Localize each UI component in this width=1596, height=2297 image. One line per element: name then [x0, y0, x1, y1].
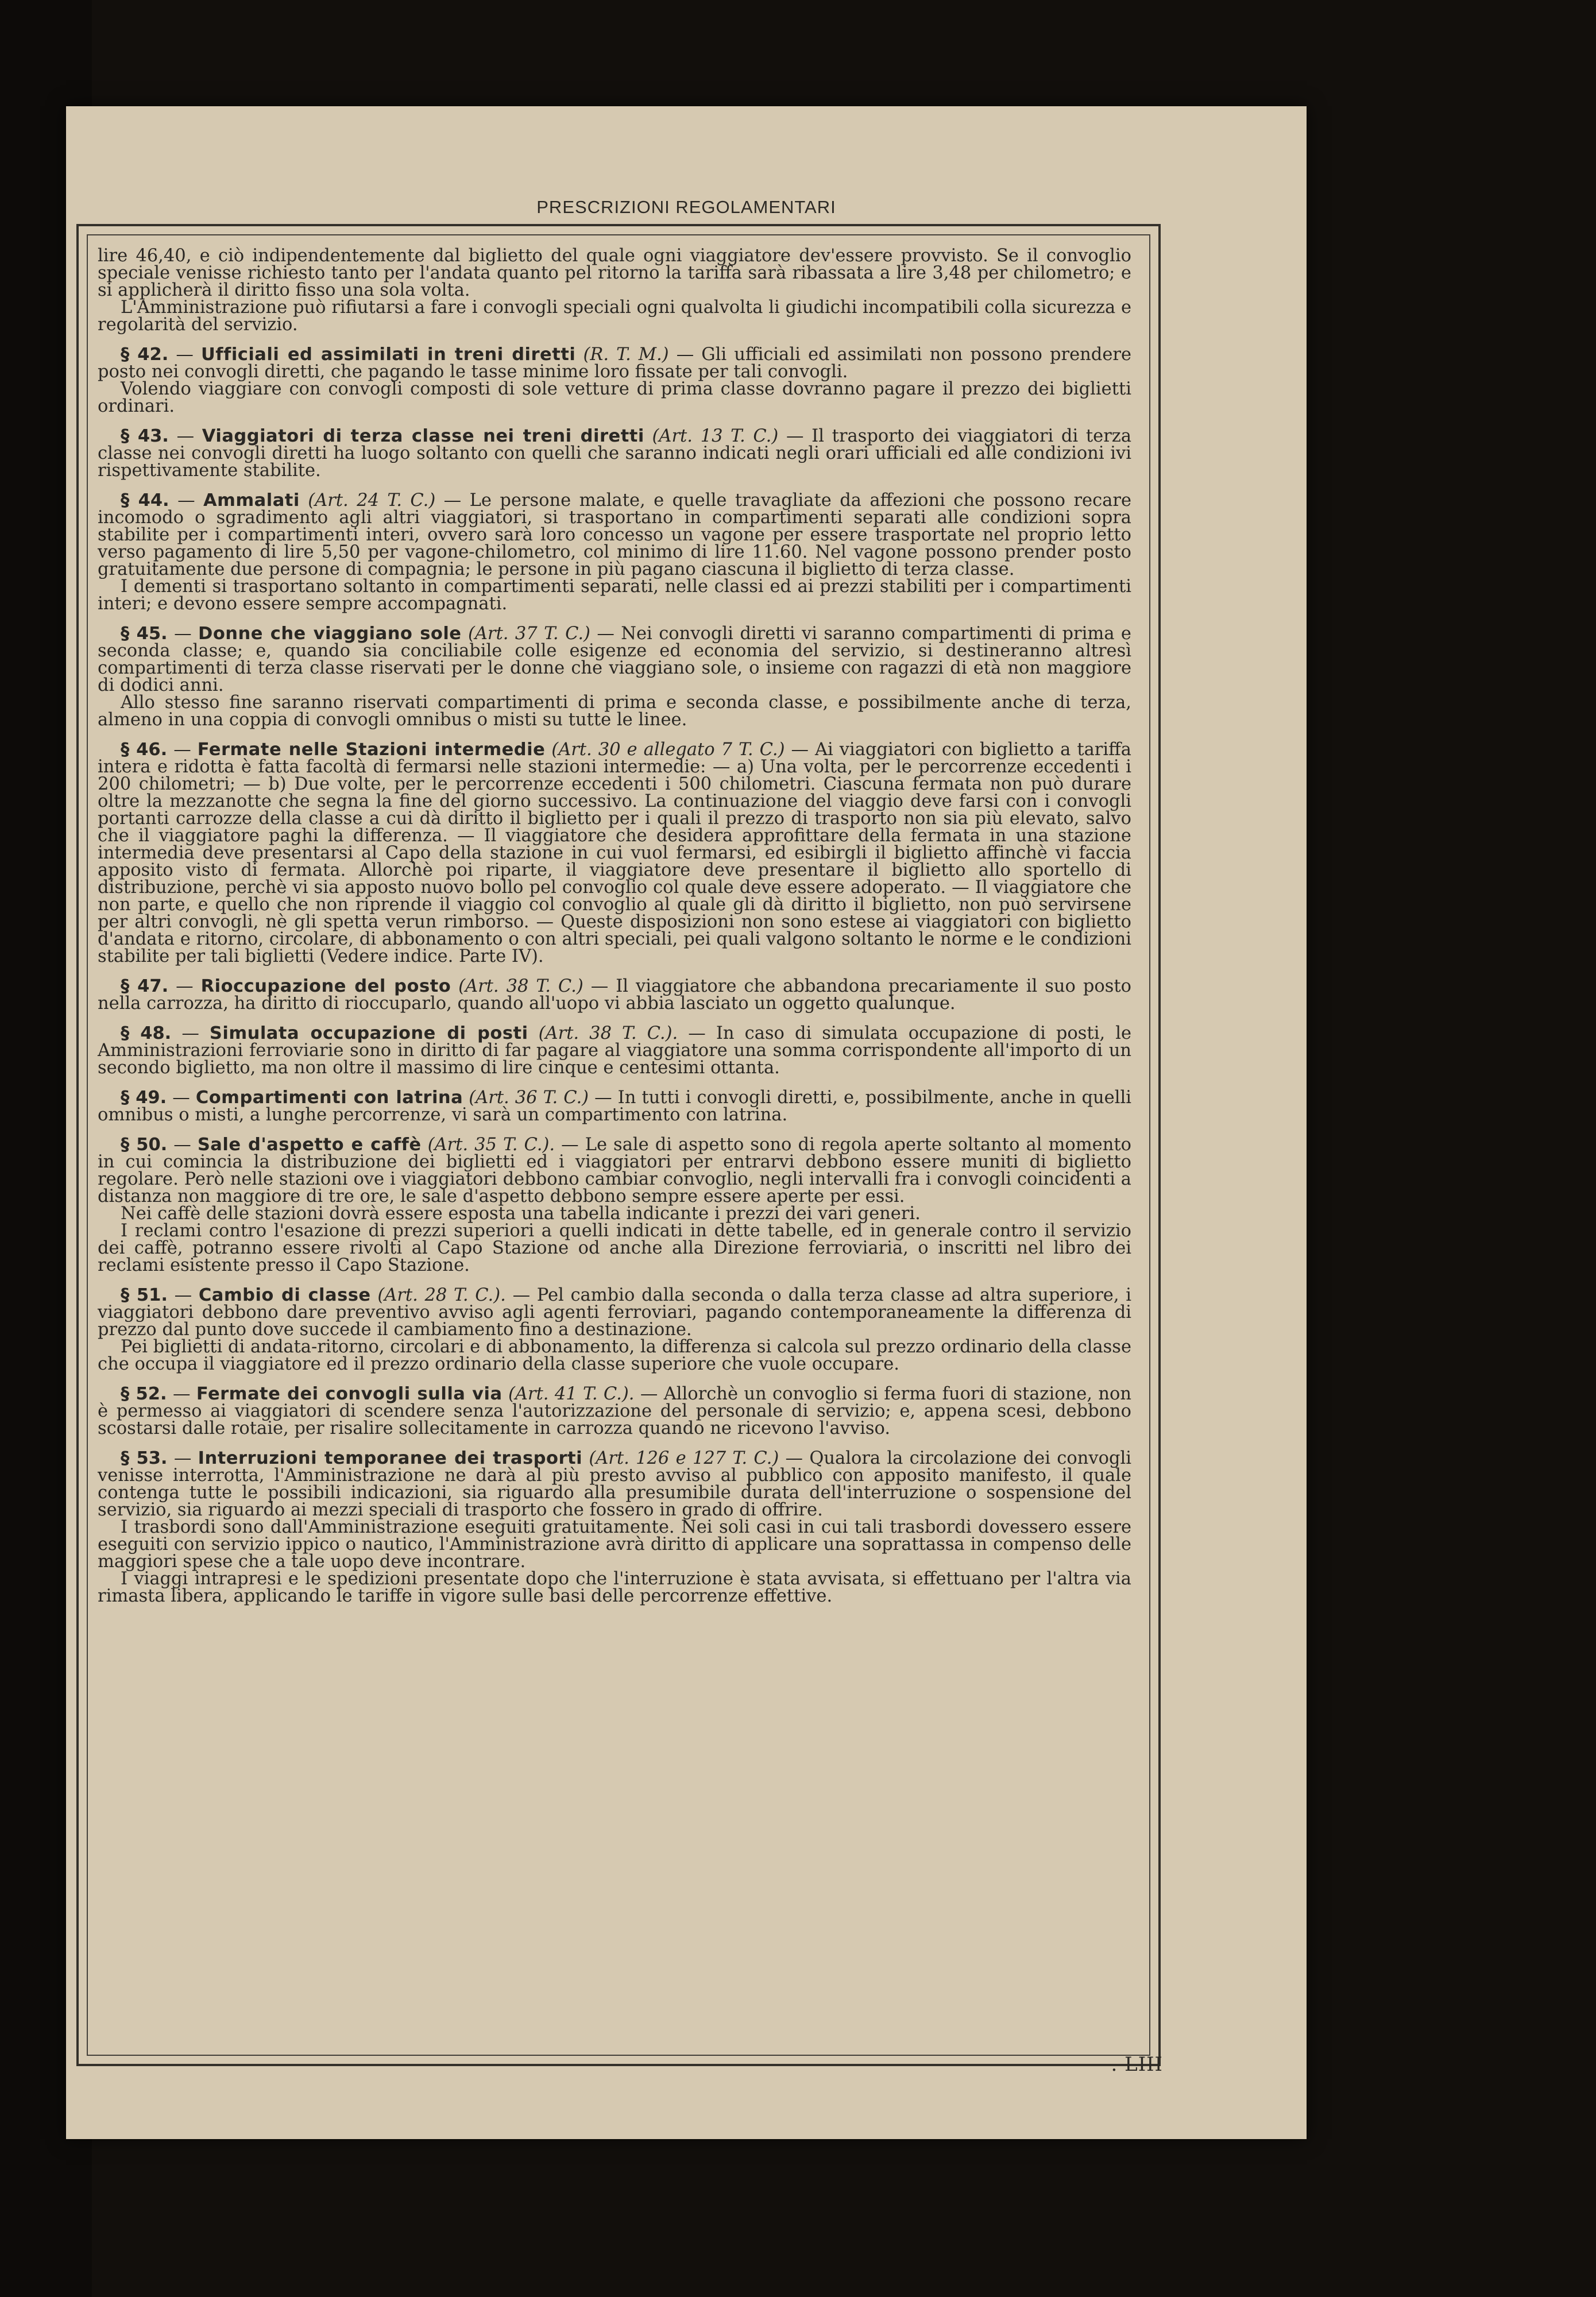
section-paragraph: § 50. — Sale d'aspetto e caffè (Art. 35 T. C.). — Le sale di aspetto sono di regola aperte soltanto al momento in cui comincia la distribuzione dei biglietti ed i viaggiatori per entrarvi debbono essere muniti di biglietto regolare. Però nelle stazioni ove i viaggiatori debbono cambiar convoglio, negli intervalli fra i convogli coincidenti a distanza non maggiore di tre ore, le sale d'aspetto debbono sempre essere aperte per essi.: [98, 1135, 1131, 1206]
section-reference: (Art. 37 T. C.): [467, 624, 590, 644]
section-reference: (Art. 41 T. C.).: [508, 1384, 635, 1404]
section-reference: (Art. 35 T. C.).: [427, 1135, 555, 1155]
section-reference: (Art. 38 T. C.): [458, 976, 583, 996]
section-title: Fermate nelle Stazioni intermedie: [197, 740, 546, 760]
section-reference: (Art. 36 T. C.): [469, 1088, 589, 1108]
section-text: Il trasporto dei viaggiatori di terza classe nei convogli diretti ha luogo soltanto con quelli che saranno indicati negli orari ufficiali ed alle condizioni ivi rispettivamente stabilite.: [98, 426, 1132, 481]
section-text: Qualora la circolazione dei convogli venisse interrotta, l'Amministrazione ne darà al più presto avviso al pubblico con apposito manifesto, il quale contenga tutte le possibili indicazioni, sia riguardo alla presumibile durata dell'interruzione o sospensione del servizio, sia riguardo ai mezzi speciali di trasporto che fossero in grado di offrire.: [98, 1448, 1131, 1520]
section-title: Rioccupazione del posto: [200, 976, 451, 996]
section-text: Gli ufficiali ed assimilati non possono prendere posto nei convogli diretti, che pagando le tasse minime loro fissate per tali convogli.: [98, 345, 1132, 382]
section-title: Sale d'aspetto e caffè: [197, 1135, 422, 1155]
section-paragraph: § 49. — Compartimenti con latrina (Art. 36 T. C.) — In tutti i convogli diretti, e, possibilmente, anche in quelli omnibus o misti, a lunghe percorrenze, vi sarà un compartimento con latrina.: [98, 1088, 1131, 1125]
section-paragraph: § 48. — Simulata occupazione di posti (Art. 38 T. C.). — In caso di simulata occupazione di posti, le Amministrazioni ferroviarie sono in diritto di far pagare al viaggiatore una somma corrispondente all'importo di un secondo biglietto, ma non oltre il massimo di lire cinque e centesimi ottanta.: [98, 1023, 1132, 1078]
section-number: § 44.: [121, 490, 169, 511]
section-text: Le sale di aspetto sono di regola aperte soltanto al momento in cui comincia la distribuzione dei biglietti ed i viaggiatori per entrarvi debbono essere muniti di biglietto regolare. Però nelle stazioni ove i viaggiatori debbono cambiar convoglio, negli intervalli fra i convogli coincidenti a distanza non maggiore di tre ore, le sale d'aspetto debbono sempre essere aperte per essi.: [98, 1135, 1131, 1206]
section-continuation: I dementi si trasportano soltanto in compartimenti separati, nelle classi ed ai prezzi stabiliti per i compartimenti interi; e devono essere sempre accompagnati.: [98, 577, 1131, 614]
section-text: Le persone malate, e quelle travagliate da affezioni che possono recare incomodo o sgradimento agli altri viaggiatori, si trasportano in compartimenti separati alle condizioni sopra stabilite per i compartimenti interi, ovvero sarà loro concesso un vagone per essere trasportate nel proprio letto verso pagamento di lire 5,50 per vagone-chilometro, col minimo di lire 11.60. Nel vagone possono prender posto gratuitamente due persone di compagnia; le persone in più pagano ciascuna il biglietto di terza classe.: [98, 490, 1132, 579]
section-paragraph: § 46. — Fermate nelle Stazioni intermedie (Art. 30 e allegato 7 T. C.) — Ai viaggiatori con biglietto a tariffa intera e ridotta è fatta facoltà di fermarsi nelle stazioni intermedie: — a) Una volta, per le percorrenze eccedenti i 200 chilometri; — b) Due volte, per le percorrenze eccedenti i 500 chilometri. Ciascuna fermata non può durare oltre la mezzanotte che segna la fine del giorno successivo. La continuazione del viaggio deve farsi con i convogli portanti carrozze della classe a cui dà diritto il biglietto per i quali il prezzo di trasporto non sia più elevato, salvo che il viaggiatore paghi la differenza. — Il viaggiatore che desidera approfittare della fermata in una stazione intermedia deve presentarsi al Capo della stazione in cui vuol fermarsi, ed esibirgli il biglietto affinchè vi faccia apposito visto di fermata. Allorchè poi riparte, il viaggiatore deve presentare il biglietto allo sportello di distribuzione, perchè vi sia apposto nuovo bollo pel convoglio col quale deve essere adoperato. — Il viaggiatore che non parte, e quello che non riprende il viaggio col convoglio al quale gli dà diritto il biglietto, non può servirsene per altri convogli, nè gli spetta verun rimborso. — Queste disposizioni non sono estese ai viaggiatori con biglietto d'andata e ritorno, circolare, di abbonamento o con altri speciali, pei quali valgono soltanto le norme e le condizioni stabilite per tali biglietti (Vedere indice. Parte IV).: [98, 740, 1131, 966]
section-number: § 51.: [121, 1285, 168, 1305]
section-number: § 43.: [121, 426, 169, 446]
section-paragraph: § 45. — Donne che viaggiano sole (Art. 37 T. C.) — Nei convogli diretti vi saranno compartimenti di prima e seconda classe; e, quando sia conciliabile colle esigenze ed economia del servizio, si destineranno altresì compartimenti di terza classe riservati per le donne che viaggiano sole, o insieme con ragazzi di età non maggiore di dodici anni.: [98, 624, 1131, 695]
section-text: Pel cambio dalla seconda o dalla terza classe ad altra superiore, i viaggiatori debbono dare preventivo avviso agli agenti ferroviari, pagando contemporaneamente la differenza di prezzo dal punto dove succede il cambiamento fino a destinazione.: [98, 1285, 1132, 1340]
section-reference: (Art. 28 T. C.).: [377, 1285, 506, 1305]
section-continuation: I viaggi intrapresi e le spedizioni presentate dopo che l'interruzione è stata avvisata, si effettuano per l'altra via rimasta libera, applicando le tariffe in vigore sulle basi delle percorrenze effettive.: [98, 1569, 1131, 1606]
section-number: § 52.: [121, 1384, 167, 1404]
section-number: § 50.: [121, 1135, 168, 1155]
book-page: [66, 106, 1307, 2139]
section-reference: (R. T. M.): [583, 345, 669, 365]
section-text: Il viaggiatore che abbandona precariamente il suo posto nella carrozza, ha diritto di rioccuparlo, quando all'uopo vi abbia lasciato un oggetto qualunque.: [98, 976, 1132, 1014]
section-number: § 47.: [121, 976, 169, 996]
section-title: Fermate dei convogli sulla via: [196, 1384, 503, 1404]
section-number: § 53.: [121, 1448, 168, 1468]
section-title: Ufficiali ed assimilati in treni diretti: [201, 345, 576, 365]
section-title: Viaggiatori di terza classe nei treni diretti: [202, 426, 644, 446]
section-continuation: Nei caffè delle stazioni dovrà essere esposta una tabella indicante i prezzi dei vari generi.: [121, 1204, 921, 1224]
section-continuation: I reclami contro l'esazione di prezzi superiori a quelli indicati in dette tabelle, ed in generale contro il servizio dei caffè, potranno essere rivolti al Capo Stazione od anche alla Direzione ferroviaria, o inscritti nel libro dei reclami esistente presso il Capo Stazione.: [98, 1221, 1131, 1275]
section-paragraph: § 53. — Interruzioni temporanee dei trasporti (Art. 126 e 127 T. C.) — Qualora la circolazione dei convogli venisse interrotta, l'Amministrazione ne darà al più presto avviso al pubblico con apposito manifesto, il quale contenga tutte le possibili indicazioni, sia riguardo alla presumibile durata dell'interruzione o sospensione del servizio, sia riguardo ai mezzi speciali di trasporto che fossero in grado di offrire.: [98, 1448, 1131, 1520]
section-text: Ai viaggiatori con biglietto a tariffa intera e ridotta è fatta facoltà di fermarsi nelle stazioni intermedie: — a) Una volta, per le percorrenze eccedenti i 200 chilometri; — b) Due volte, per le percorrenze eccedenti i 500 chilometri. Ciascuna fermata non può durare oltre la mezzanotte che segna la fine del giorno successivo. La continuazione del viaggio deve farsi con i convogli portanti carrozze della classe a cui dà diritto il biglietto per i quali il prezzo di trasporto non sia più elevato, salvo che il viaggiatore paghi la differenza. — Il viaggiatore che desidera approfittare della fermata in una stazione intermedia deve presentarsi al Capo della stazione in cui vuol fermarsi, ed esibirgli il biglietto affinchè vi faccia apposito visto di fermata. Allorchè poi riparte, il viaggiatore deve presentare il biglietto allo sportello di distribuzione, perchè vi sia apposto nuovo bollo pel convoglio col quale deve essere adoperato. — Il viaggiatore che non parte, e quello che non riprende il viaggio col convoglio al quale gli dà diritto il biglietto, non può servirsene per altri convogli, nè gli spetta verun rimborso. — Queste disposizioni non sono estese ai viaggiatori con biglietto d'andata e ritorno, circolare, di abbonamento o con altri speciali, pei quali valgono soltanto le norme e le condizioni stabilite per tali biglietti (Vedere indice. Parte IV).: [98, 740, 1131, 966]
section-reference: (Art. 38 T. C.).: [538, 1023, 678, 1043]
section-paragraph: § 43. — Viaggiatori di terza classe nei treni diretti (Art. 13 T. C.) — Il trasporto dei viaggiatori di terza classe nei convogli diretti ha luogo soltanto con quelli che saranno indicati negli orari ufficiali ed alle condizioni ivi rispettivamente stabilite.: [98, 426, 1132, 481]
section-paragraph: § 47. — Rioccupazione del posto (Art. 38 T. C.) — Il viaggiatore che abbandona precariamente il suo posto nella carrozza, ha diritto di rioccuparlo, quando all'uopo vi abbia lasciato un oggetto qualunque.: [98, 976, 1132, 1014]
section-title: Interruzioni temporanee dei trasporti: [198, 1448, 583, 1468]
section-continuation: Allo stesso fine saranno riservati compartimenti di prima e seconda classe, e possibilmente anche di terza, almeno in una coppia di convogli omnibus o misti su tutte le linee.: [98, 693, 1131, 730]
intro-paragraph: lire 46,40, e ciò indipendentemente dal biglietto del quale ogni viaggiatore dev'essere provvisto. Se il convoglio speciale venisse richiesto tanto per l'andata quanto pel ritorno la tariffa sarà ribassata a lire 3,48 per chilometro; e si applicherà il diritto fisso una sola volta.: [98, 246, 1131, 300]
body-text: [98, 248, 1131, 1605]
section-paragraph: § 44. — Ammalati (Art. 24 T. C.) — Le persone malate, e quelle travagliate da affezioni che possono recare incomodo o sgradimento agli altri viaggiatori, si trasportano in compartimenti separati alle condizioni sopra stabilite per i compartimenti interi, ovvero sarà loro concesso un vagone per essere trasportate nel proprio letto verso pagamento di lire 5,50 per vagone-chilometro, col minimo di lire 11.60. Nel vagone possono prender posto gratuitamente due persone di compagnia; le persone in più pagano ciascuna il biglietto di terza classe.: [98, 490, 1132, 579]
page-number: . LIII: [1111, 2053, 1163, 2076]
section-continuation: Volendo viaggiare con convogli composti di sole vetture di prima classe dovranno pagare il prezzo dei biglietti ordinari.: [98, 379, 1131, 416]
section-number: § 42.: [121, 345, 169, 365]
section-number: § 45.: [121, 624, 168, 644]
section-reference: (Art. 24 T. C.): [308, 490, 436, 511]
section-text: In caso di simulata occupazione di posti, le Amministrazioni ferroviarie sono in diritto di far pagare al viaggiatore una somma corrispondente all'importo di un secondo biglietto, ma non oltre il massimo di lire cinque e centesimi ottanta.: [98, 1023, 1132, 1078]
intro-paragraph: L'Amministrazione può rifiutarsi a fare i convogli speciali ogni qualvolta li giudichi incompatibili colla sicurezza e regolarità del servizio.: [98, 297, 1131, 335]
section-paragraph: § 42. — Ufficiali ed assimilati in treni diretti (R. T. M.) — Gli ufficiali ed assimilati non possono prendere posto nei convogli diretti, che pagando le tasse minime loro fissate per tali convogli.: [98, 345, 1132, 382]
section-reference: (Art. 30 e allegato 7 T. C.): [551, 740, 785, 760]
section-text: Nei convogli diretti vi saranno compartimenti di prima e seconda classe; e, quando sia conciliabile colle esigenze ed economia del servizio, si destineranno altresì compartimenti di terza classe riservati per le donne che viaggiano sole, o insieme con ragazzi di età non maggiore di dodici anni.: [98, 624, 1131, 695]
section-reference: (Art. 13 T. C.): [652, 426, 779, 446]
section-number: § 49.: [121, 1088, 167, 1108]
section-title: Cambio di classe: [198, 1285, 371, 1305]
section-paragraph: § 52. — Fermate dei convogli sulla via (Art. 41 T. C.). — Allorchè un convoglio si ferma fuori di stazione, non è permesso ai viaggiatori di scendere senza l'autorizzazione del personale di servizio; e, appena scesi, debbono scostarsi dalle rotaie, per risalire sollecitamente in carrozza quando ne ricevono l'avviso.: [98, 1384, 1132, 1438]
section-continuation: I trasbordi sono dall'Amministrazione eseguiti gratuitamente. Nei soli casi in cui tali trasbordi dovessero essere eseguiti con servizio ippico o nautico, l'Amministrazione avrà diritto di applicare una soprattassa in compenso delle maggiori spese che a tale uopo deve incontrare.: [98, 1517, 1131, 1572]
section-title: Donne che viaggiano sole: [198, 624, 462, 644]
running-head: PRESCRIZIONI REGOLAMENTARI: [536, 197, 836, 217]
section-number: § 48.: [121, 1023, 172, 1043]
section-text: In tutti i convogli diretti, e, possibilmente, anche in quelli omnibus o misti, a lunghe percorrenze, vi sarà un compartimento con latrina.: [98, 1088, 1131, 1125]
section-title: Ammalati: [203, 490, 300, 511]
section-continuation: Pei biglietti di andata-ritorno, circolari e di abbonamento, la differenza si calcola sul prezzo ordinario della classe che occupa il viaggiatore ed il prezzo ordinario della classe superiore che vuole occupare.: [98, 1337, 1131, 1374]
section-number: § 46.: [121, 740, 168, 760]
section-reference: (Art. 126 e 127 T. C.): [589, 1448, 779, 1468]
section-text: Allorchè un convoglio si ferma fuori di stazione, non è permesso ai viaggiatori di scendere senza l'autorizzazione del personale di servizio; e, appena scesi, debbono scostarsi dalle rotaie, per risalire sollecitamente in carrozza quando ne ricevono l'avviso.: [98, 1384, 1132, 1438]
section-title: Simulata occupazione di posti: [209, 1023, 528, 1043]
section-paragraph: § 51. — Cambio di classe (Art. 28 T. C.). — Pel cambio dalla seconda o dalla terza classe ad altra superiore, i viaggiatori debbono dare preventivo avviso agli agenti ferroviari, pagando contemporaneamente la differenza di prezzo dal punto dove succede il cambiamento fino a destinazione.: [98, 1285, 1132, 1340]
section-title: Compartimenti con latrina: [195, 1088, 463, 1108]
text-frame: [76, 224, 1161, 2066]
